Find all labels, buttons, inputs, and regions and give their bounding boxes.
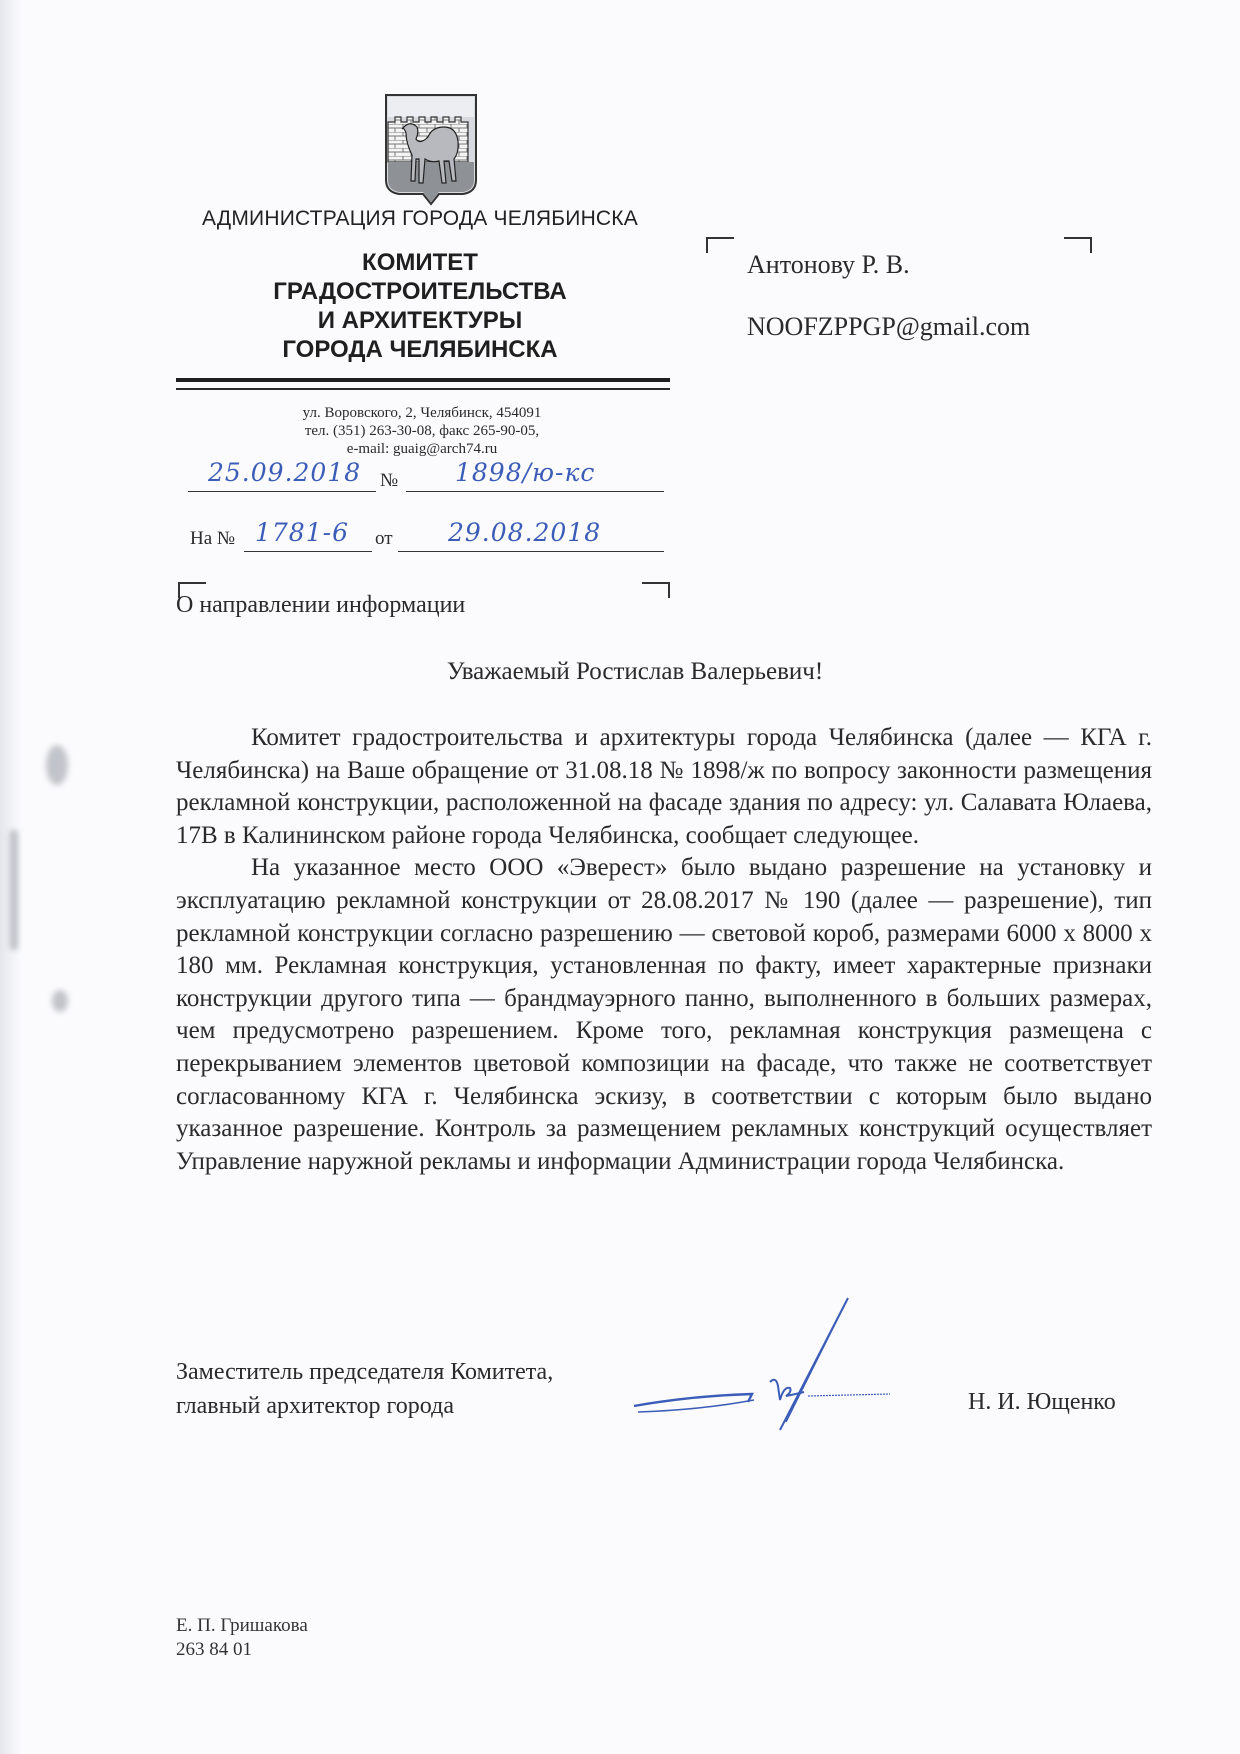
address-line: e-mail: guaig@arch74.ru <box>346 441 498 457</box>
scan-smudge <box>10 830 18 950</box>
committee-name <box>175 248 665 364</box>
outgoing-number: 1898/ю-кс <box>455 458 596 487</box>
handwritten-signature-icon <box>630 1290 910 1440</box>
letterhead-divider-thick <box>176 378 670 382</box>
reply-from-label: от <box>375 528 393 549</box>
addressee-bracket-left <box>706 237 734 253</box>
signatory-title-line: главный архитектор города <box>176 1393 454 1419</box>
committee-line: ГРАДОСТРОИТЕЛЬСТВА <box>273 278 567 305</box>
addressee-bracket-right <box>1064 237 1092 253</box>
executor-phone: 263 84 01 <box>176 1639 252 1660</box>
scan-smudge <box>52 990 68 1012</box>
date-underline <box>188 491 376 492</box>
executor-name: Е. П. Гришакова <box>176 1615 308 1636</box>
coat-of-arms-icon <box>383 92 479 208</box>
administration-name: АДМИНИСТРАЦИЯ ГОРОДА ЧЕЛЯБИНСКА <box>202 207 638 230</box>
body-paragraph: Комитет градостроительства и архитектуры города Челябинска (далее — КГА г. Челябинска) на Ваше обращение от 31.08.18 № 1898/ж по вопросу законности размещения рекламной конструкции, расположенной на фасаде здания по адресу: ул. Салавата Юлаева, 17В в Калининском районе города Челябинска, сообщает следующее. <box>176 724 1152 849</box>
scan-smudge <box>46 745 68 785</box>
signatory-title-line: Заместитель председателя Комитета, <box>176 1359 554 1385</box>
committee-address <box>175 404 669 458</box>
body-paragraph: На указанное место ООО «Эверест» было выдано разрешение на установку и эксплуатацию рекламной конструкции от 28.08.2017 № 190 (далее — разрешение), тип рекламной конструкции согласно разрешению — световой короб, размерами 6000 х 8000 х 180 мм. Рекламная конструкция, установленная по факту, имеет характерные признаки конструкции другого типа — брандмауэрного панно, выполненного в больших размерах, чем предусмотрено разрешением. Кроме того, рекламная конструкция размещена с перекрыванием элементов цветовой композиции на фасаде, что также не соответствует согласованному КГА г. Челябинска эскизу, в соответствии с которым было выдано указанное разрешение. Контроль за размещением рекламных конструкций осуществляет Управление наружной рекламы и информации Администрации города Челябинска. <box>176 854 1152 1175</box>
address-line: тел. (351) 263-30-08, факс 265-90-05, <box>304 423 540 439</box>
number-underline <box>406 491 664 492</box>
reply-label: На № <box>190 528 236 549</box>
committee-line: И АРХИТЕКТУРЫ <box>317 307 523 334</box>
reply-date-underline <box>398 551 664 552</box>
addressee-name: Антонову Р. В. <box>747 250 910 279</box>
number-label: № <box>380 470 399 491</box>
reply-number-underline <box>244 551 372 552</box>
greeting: Уважаемый Ростислав Валерьевич! <box>446 658 824 685</box>
outgoing-date: 25.09.2018 <box>208 458 362 487</box>
addressee-block <box>747 234 1030 358</box>
executor-block <box>176 1614 308 1662</box>
address-line: ул. Воровского, 2, Челябинск, 454091 <box>302 405 542 421</box>
signatory-name: Н. И. Ющенко <box>968 1389 1116 1415</box>
signatory-title <box>176 1355 553 1423</box>
committee-line: КОМИТЕТ <box>362 249 478 276</box>
letter-body <box>176 722 1152 1178</box>
letter-subject: О направлении информации <box>176 592 466 618</box>
reply-date: 29.08.2018 <box>448 518 602 547</box>
subject-bracket-right <box>642 582 670 598</box>
committee-line: ГОРОДА ЧЕЛЯБИНСКА <box>282 336 558 363</box>
addressee-email[interactable]: NOOFZPPGP@gmail.com <box>747 312 1031 341</box>
reply-number: 1781-6 <box>255 518 349 547</box>
letterhead-divider-thin <box>176 388 670 390</box>
